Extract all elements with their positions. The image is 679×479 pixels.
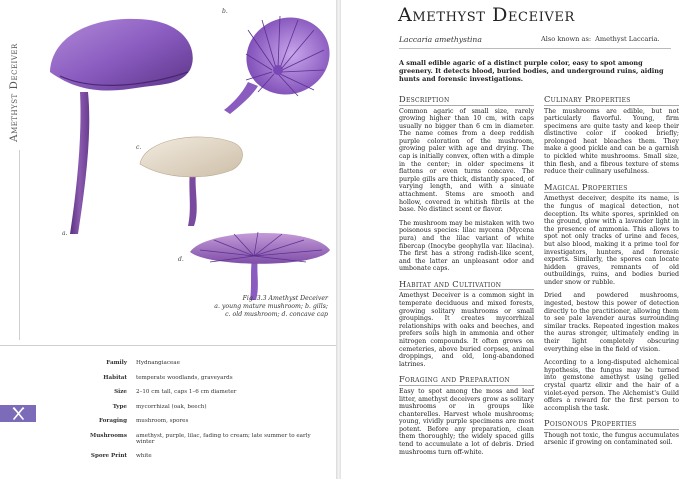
foraging-paragraph: Easy to spot among the moss and leaf litter, amethyst deceivers grow as solitary mushrooms or in groups like chanterelles. Harvest whole mushrooms; young, vividly purple specimens are most potent. Before any preparation, clean them thoroughly; the widely spaced gills tend to accumulate a lot of debris. Dried mushrooms turn off-white.: [399, 387, 534, 456]
title-rule: [399, 48, 671, 49]
caption-line-2: a. young mature mushroom; b. gills;: [214, 303, 328, 311]
property-key: Size: [114, 389, 127, 395]
property-key: Foraging: [99, 418, 127, 424]
latin-name: Laccaria amethystina: [399, 35, 482, 44]
mushroom-d-illustration: [186, 222, 334, 302]
column-right: [544, 94, 679, 449]
section-heading-poisonous: Poisonous Properties: [544, 418, 679, 430]
aka-value: Amethyst Laccaria.: [595, 35, 660, 43]
poisonous-paragraph: Though not toxic, the fungus accumulates arsenic if growing on contaminated soil.: [544, 431, 679, 447]
section-heading-magical: Magical Properties: [544, 182, 679, 194]
figure-label-d: d.: [178, 256, 184, 263]
mushroom-c-illustration: [136, 130, 246, 230]
magical-paragraph-1: Amethyst deceiver, despite its name, is the fungus of magical detection, not deception. Its white spores, sprinkled on the ground, glow with a lavender light in the presence of ammonia. This allows to spot not only tracks of urine and feces, but also blood, making it a prime tool for investigators, hunters, and forensic experts. Similarly, the spores can locate hidden graves, remnants of old outbuildings, ruins, and bodies buried under snow or rubble.: [544, 195, 679, 286]
section-heading-habitat: Habitat and Cultivation: [399, 279, 534, 291]
section-heading-culinary: Culinary Properties: [544, 94, 679, 106]
intro-paragraph: A small edible agaric of a distinct purple color, easy to spot among greenery. It detects blood, buried bodies, and underground ruins, aiding hunts and forensic investigations.: [399, 59, 664, 84]
mushroom-b-illustration: [218, 10, 333, 115]
left-page: [0, 0, 336, 479]
vertical-title-text: Amethyst Deceiver: [8, 43, 20, 142]
property-value: mushroom, spores: [136, 418, 189, 424]
figure-label-a: a.: [62, 230, 68, 237]
property-value: temperate woodlands, graveyards: [136, 374, 233, 381]
property-row: [70, 453, 330, 468]
property-value: 2–10 cm tall, caps 1–6 cm diameter: [136, 389, 237, 395]
properties-table: [70, 360, 330, 467]
figure-caption: [214, 295, 328, 320]
property-key: Mushrooms: [90, 432, 127, 439]
property-row: [70, 360, 330, 375]
magical-paragraph-3: According to a long-disputed alchemical hypothesis, the fungus may be turned into gemstone amethyst using gelled crystal quartz elixir and the hair of a violet-eyed person. The Alchemist's Guild offers a reward for the first person to accomplish the task.: [544, 359, 679, 412]
figure-label-c: c.: [136, 144, 142, 151]
figure-label-b: b.: [222, 8, 228, 15]
property-row: [70, 375, 330, 390]
property-value: white: [136, 452, 152, 459]
vertical-rule: [19, 150, 20, 340]
crossed-utensils-icon: [12, 407, 25, 420]
page-title: Amethyst Deceiver: [398, 4, 575, 26]
caption-title: Fig. 3.3 Amethyst Deceiver: [242, 295, 328, 302]
property-value: Hydnangiaceae: [136, 360, 180, 366]
property-key: Habitat: [103, 374, 127, 381]
property-key: Spore Print: [90, 452, 127, 459]
magical-paragraph-2: Dried and powdered mushrooms, ingested, bestow this power of detection directly to the practitioner, allowing them to see pale lavender auras surrounding similar tracks. Repeated ingestion makes the auras stronger, ultimately ending in their light completely obscuring everything else in the field of vision.: [544, 292, 679, 353]
properties-rule: [0, 345, 336, 346]
property-value: amethyst, purple, lilac, fading to cream; late summer to early winter: [136, 432, 311, 446]
property-row: [70, 418, 330, 433]
property-key: Type: [112, 403, 127, 410]
property-row: [70, 389, 330, 404]
property-row: [70, 404, 330, 419]
property-row: [70, 433, 330, 453]
vertical-title: [8, 12, 32, 142]
property-value: mycorrhizal (oak, beech): [136, 403, 207, 410]
section-heading-foraging: Foraging and Preparation: [399, 374, 534, 386]
description-paragraph-1: Common agaric of small size, rarely growing higher than 10 cm, with caps usually no bigger than 6 cm in diameter. The name comes from a deep reddish purple coloration of the mushroom, growing paler with age and drying. The cap is initially convex, often with a dimple in the center; in older specimens it flattens or even turns concave. The purple gills are thick, distantly spaced, of varying length, and with a sinuate attachment. Stems are smooth and hollow, covered in whitish fibrils at the base. No distinct scent or flavor.: [399, 107, 534, 214]
aka-label: Also known as:: [541, 35, 592, 43]
category-tab: [0, 405, 36, 422]
property-key: Family: [106, 360, 127, 366]
also-known-as: [541, 35, 660, 43]
right-page: [341, 0, 679, 479]
section-heading-description: Description: [399, 94, 534, 106]
culinary-paragraph: The mushrooms are edible, but not particularly flavorful. Young, firm specimens are quite tasty and keep their distinctive color if cooked briefly; prolonged heat bleaches them. They make a good pickle and can be a garnish to pickled white mushrooms. Small size, thin flesh, and a fibrous texture of stems reduce their culinary usefulness.: [544, 107, 679, 176]
column-left: [399, 94, 534, 458]
description-paragraph-2: The mushroom may be mistaken with two poisonous species: lilac mycena (Mycena pura) and the lilac variant of white fibercap (Inocybe geophylla var. lilacina). The first has a strong radish-like scent, and the latter an unpleasant odor and umbonate caps.: [399, 219, 534, 273]
habitat-paragraph: Amethyst Deceiver is a common sight in temperate deciduous and mixed forests, growing solitary mushrooms or small groupings. It creates mycorrhizal relationships with oaks and beeches, and prefers soils high in ammonia and other nitrogen compounds. It often grows on cemeteries, above buried corpses, animal droppings, and old, long-abandoned latrines.: [399, 292, 534, 368]
caption-line-3: c. old mushroom; d. concave cap: [225, 311, 328, 319]
